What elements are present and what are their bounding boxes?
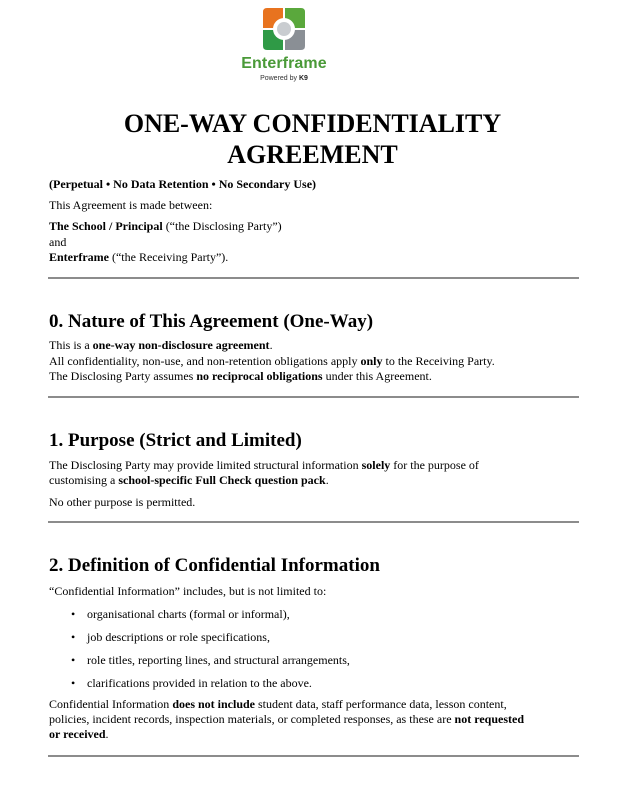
document-title: ONE-WAY CONFIDENTIALITY AGREEMENT bbox=[123, 109, 502, 169]
list-item: • clarifications provided in relation to the above. bbox=[71, 676, 312, 690]
enterframe-logo-icon bbox=[261, 6, 307, 52]
bullet-icon: • bbox=[71, 607, 76, 621]
section-divider bbox=[48, 277, 579, 279]
section-0-line-2: All confidentiality, non-use, and non-retention obligations apply only to the Receiving Party. bbox=[49, 354, 495, 368]
bullet-icon: • bbox=[71, 676, 76, 690]
confidential-info-list bbox=[71, 607, 350, 699]
intro-text: This Agreement is made between: bbox=[49, 198, 213, 212]
section-2-exclusion-line-1: Confidential Information does not include student data, staff performance data, lesson content, bbox=[49, 697, 507, 711]
section-2-intro: “Confidential Information” includes, but is not limited to: bbox=[49, 584, 327, 598]
section-divider bbox=[48, 396, 579, 398]
section-1-heading: 1. Purpose (Strict and Limited) bbox=[49, 430, 302, 451]
disclosing-party: The School / Principal (“the Disclosing Party”) bbox=[49, 219, 282, 233]
section-0-heading: 0. Nature of This Agreement (One-Way) bbox=[49, 311, 374, 332]
bullet-icon: • bbox=[71, 630, 76, 644]
enterframe-logo bbox=[230, 4, 338, 86]
and-text: and bbox=[49, 235, 67, 249]
section-divider bbox=[48, 521, 579, 523]
section-2-heading: 2. Definition of Confidential Information bbox=[49, 555, 380, 576]
section-2-exclusion-line-3: or received. bbox=[49, 727, 109, 741]
list-item: • role titles, reporting lines, and structural arrangements, bbox=[71, 653, 350, 667]
section-1-line-2: customising a school-specific Full Check question pack. bbox=[49, 473, 329, 487]
section-2-exclusion-line-2: policies, incident records, inspection materials, or completed responses, as these are not requested bbox=[49, 712, 524, 726]
logo-wordmark: Enterframe bbox=[241, 55, 327, 72]
section-divider bbox=[48, 755, 579, 757]
logo-powered-by: Powered by K9 bbox=[260, 75, 308, 82]
section-1-line-3: No other purpose is permitted. bbox=[49, 495, 196, 509]
section-0-line-3: The Disclosing Party assumes no reciprocal obligations under this Agreement. bbox=[49, 369, 432, 383]
bullet-icon: • bbox=[71, 653, 76, 667]
section-0-line-1: This is a one-way non-disclosure agreement. bbox=[49, 338, 273, 352]
list-item: • organisational charts (formal or informal), bbox=[71, 607, 290, 621]
receiving-party: Enterframe (“the Receiving Party”). bbox=[49, 250, 229, 264]
subtitle: (Perpetual • No Data Retention • No Secondary Use) bbox=[49, 177, 317, 191]
list-item: • job descriptions or role specifications, bbox=[71, 630, 270, 644]
section-1-line-1: The Disclosing Party may provide limited structural information solely for the purpose of bbox=[49, 458, 479, 472]
